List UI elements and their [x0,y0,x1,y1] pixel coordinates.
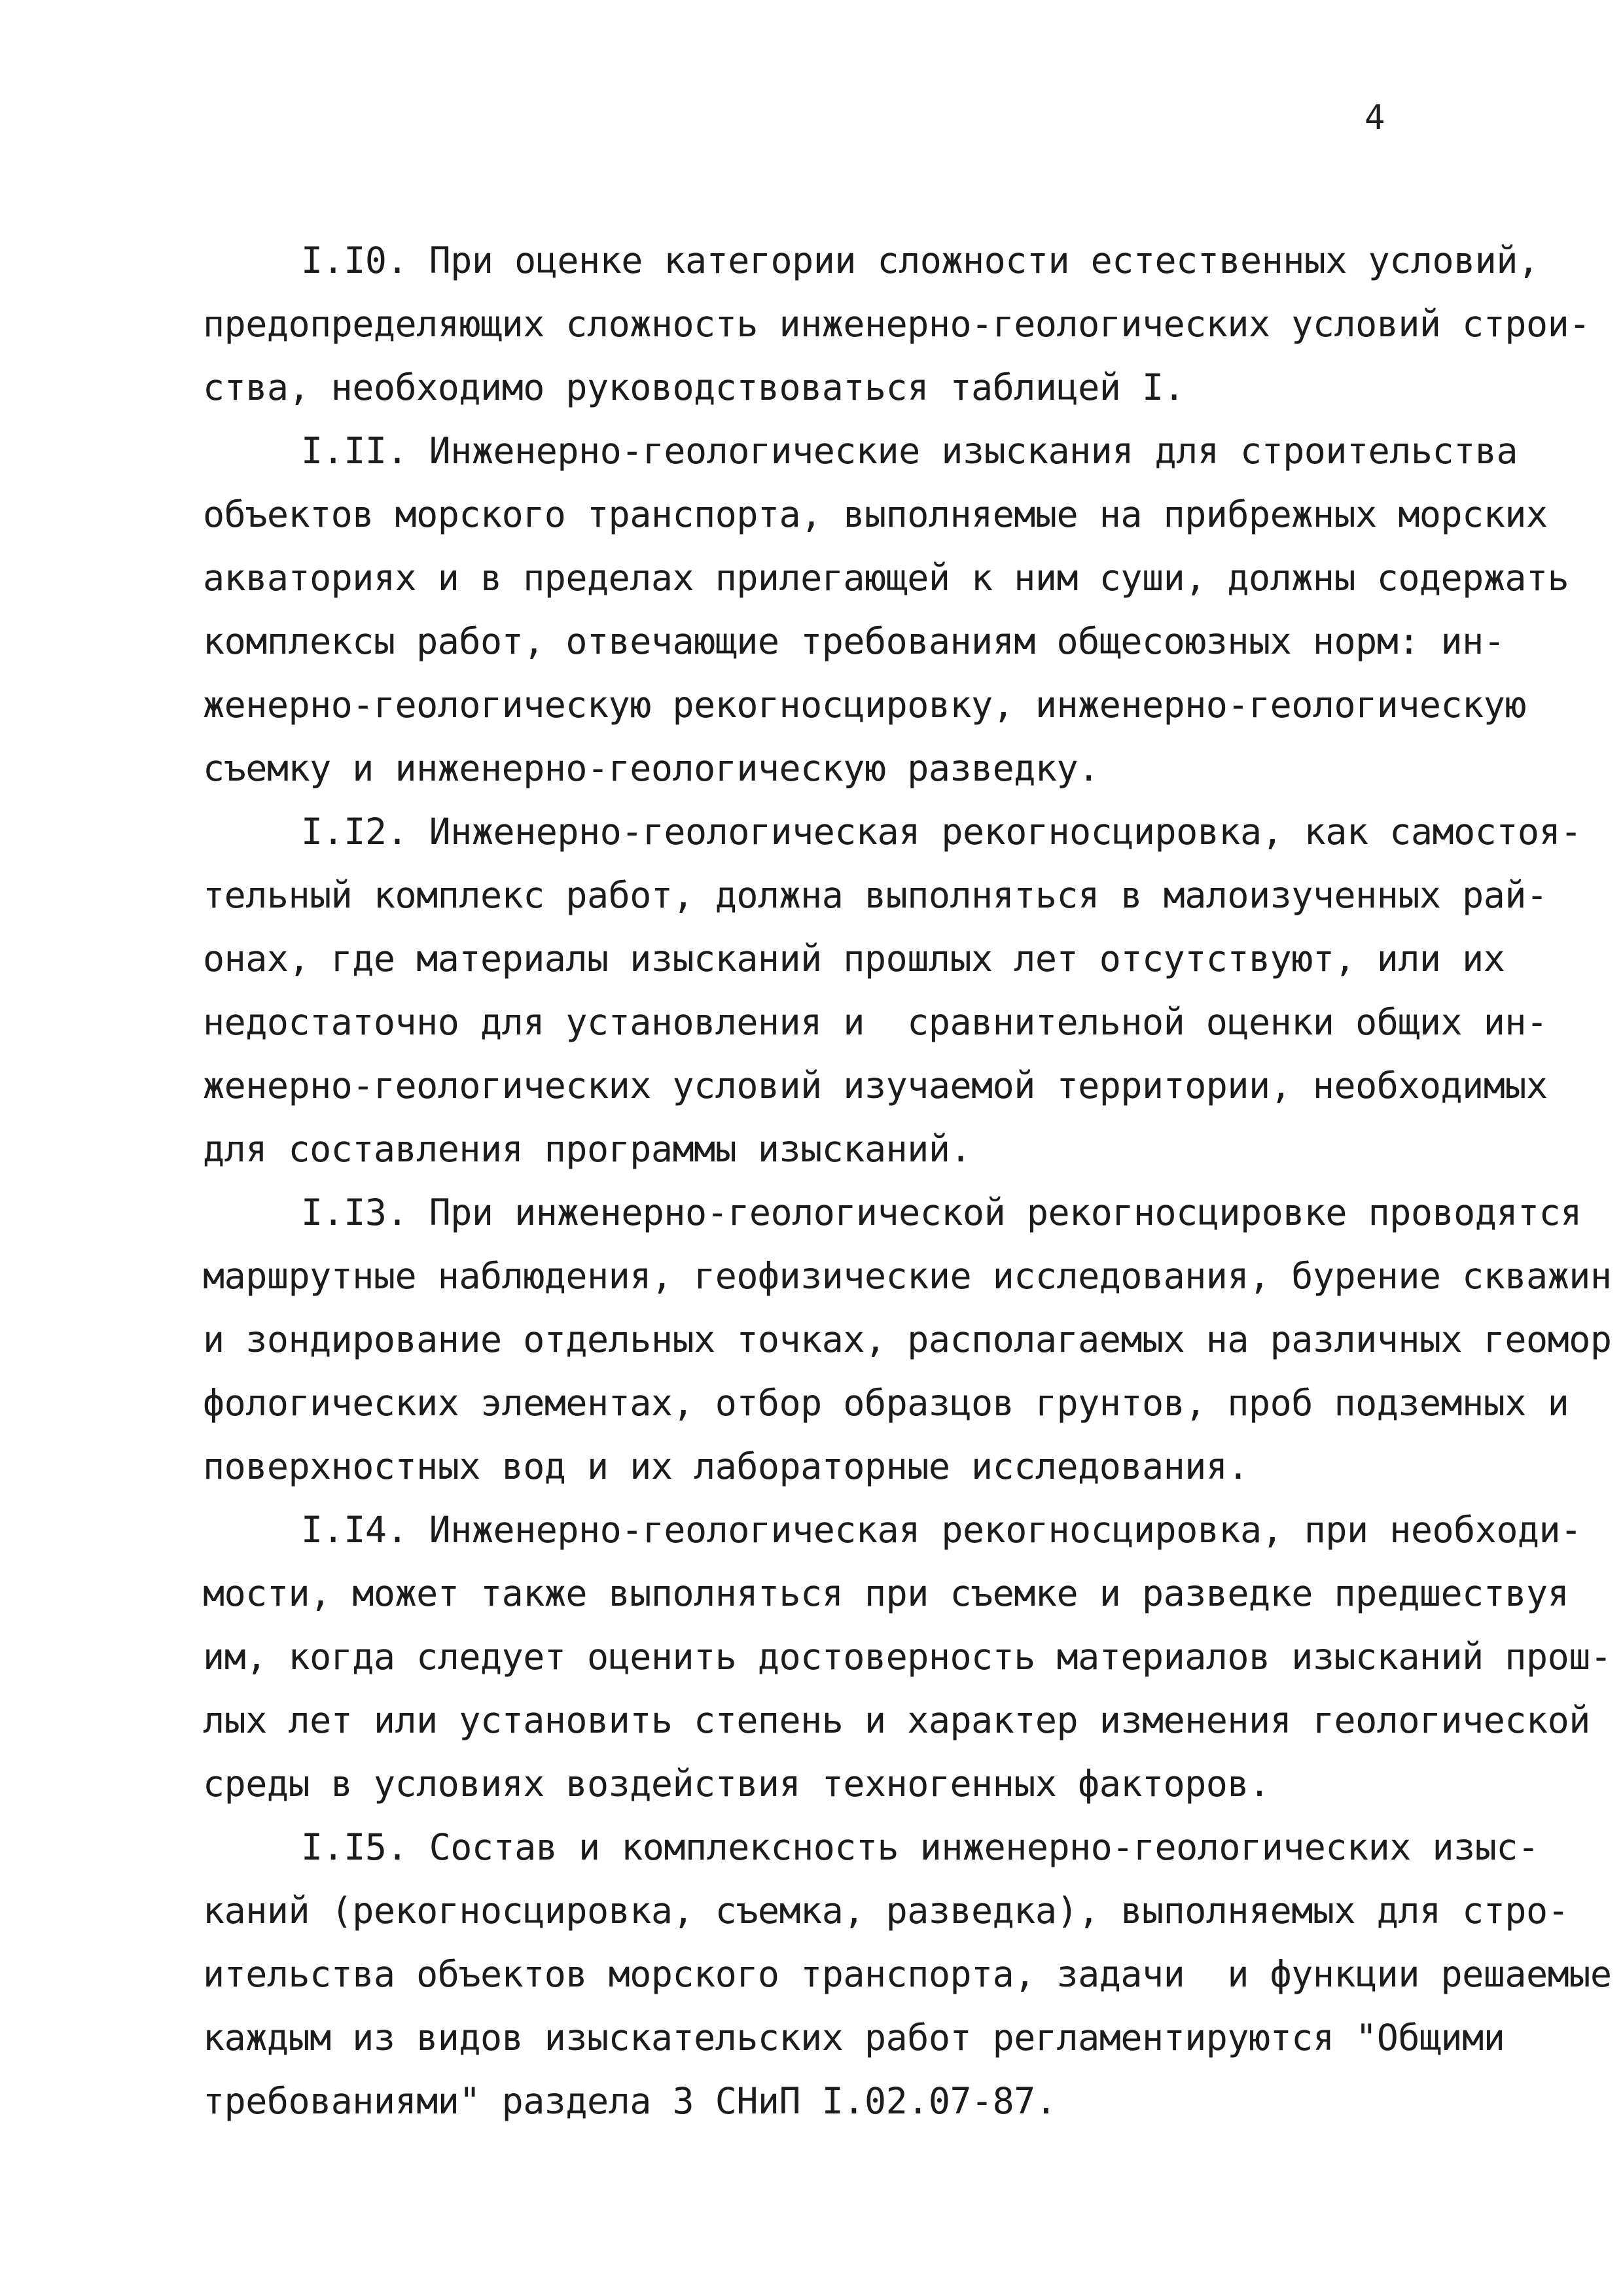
paragraph-1-13 [203,1181,1612,1498]
text-line: женерно-геологических условий изучаемой территории, необходимых [203,1065,1548,1106]
text-line: предопределяющих сложность инженерно-геологических условий строи- [203,303,1590,345]
paragraph-1-12 [203,800,1582,1181]
text-line: I.I5. Состав и комплексность инженерно-геологических изыс- [301,1826,1539,1868]
text-line: требованиями" раздела 3 СНиП I.02.07-87. [203,2080,1057,2122]
paragraph-1-15 [203,1816,1612,2133]
text-line: I.I3. При инженерно-геологической рекогносцировке проводятся [301,1192,1582,1233]
text-line: I.I4. Инженерно-геологическая рекогносцировка, при необходи- [301,1509,1582,1551]
text-line: тельный комплекс работ, должна выполняться в малоизученных рай- [203,874,1548,916]
text-line: поверхностных вод и их лабораторные исследования. [203,1445,1249,1487]
text-line: комплексы работ, отвечающие требованиям общесоюзных норм: ин- [203,620,1505,662]
text-line: объектов морского транспорта, выполняемые на прибрежных морских [203,493,1548,535]
text-line: для составления программы изысканий. [203,1128,972,1170]
text-line: маршрутные наблюдения, геофизические исследования, бурение скважин [203,1255,1612,1297]
text-line: женерно-геологическую рекогносцировку, инженерно-геологическую [203,684,1526,726]
paragraph-1-10 [203,229,1590,419]
text-line: и зондирование отдельных точках, располагаемых на различных геомор [203,1318,1612,1360]
text-line: недостаточно для установления и сравнительной оценки общих ин- [203,1001,1548,1043]
text-body [203,229,1612,2133]
text-line: каждым из видов изыскательских работ регламентируются "Общими [203,2017,1505,2058]
text-line: среды в условиях воздействия техногенных факторов. [203,1763,1270,1805]
text-line: мости, может также выполняться при съемке и разведке предшествуя [203,1572,1569,1614]
text-line: I.I2. Инженерно-геологическая рекогносцировка, как самостоя- [301,811,1582,853]
text-line: онах, где материалы изысканий прошлых лет отсутствуют, или их [203,938,1505,980]
text-line: фологических элементах, отбор образцов грунтов, проб подземных и [203,1382,1569,1424]
text-line: им, когда следует оценить достоверность материалов изысканий прош- [203,1636,1612,1678]
text-line: I.I0. При оценке категории сложности естественных условий, [301,239,1539,281]
text-line: каний (рекогносцировка, съемка, разведка), выполняемых для стро- [203,1890,1569,1932]
text-line: акваториях и в пределах прилегающей к ним суши, должны содержать [203,557,1569,599]
text-line: ства, необходимо руководствоваться таблицей I. [203,366,1185,408]
text-line: I.II. Инженерно-геологические изыскания для строительства [301,430,1518,472]
text-line: съемку и инженерно-геологическую разведку. [203,747,1099,789]
text-line: ительства объектов морского транспорта, задачи и функции решаемые [203,1953,1612,1995]
text-line: лых лет или установить степень и характер изменения геологической [203,1699,1590,1741]
paragraph-1-14 [203,1498,1612,1816]
paragraph-1-11 [203,419,1569,800]
page-number: 4 [1364,98,1385,137]
